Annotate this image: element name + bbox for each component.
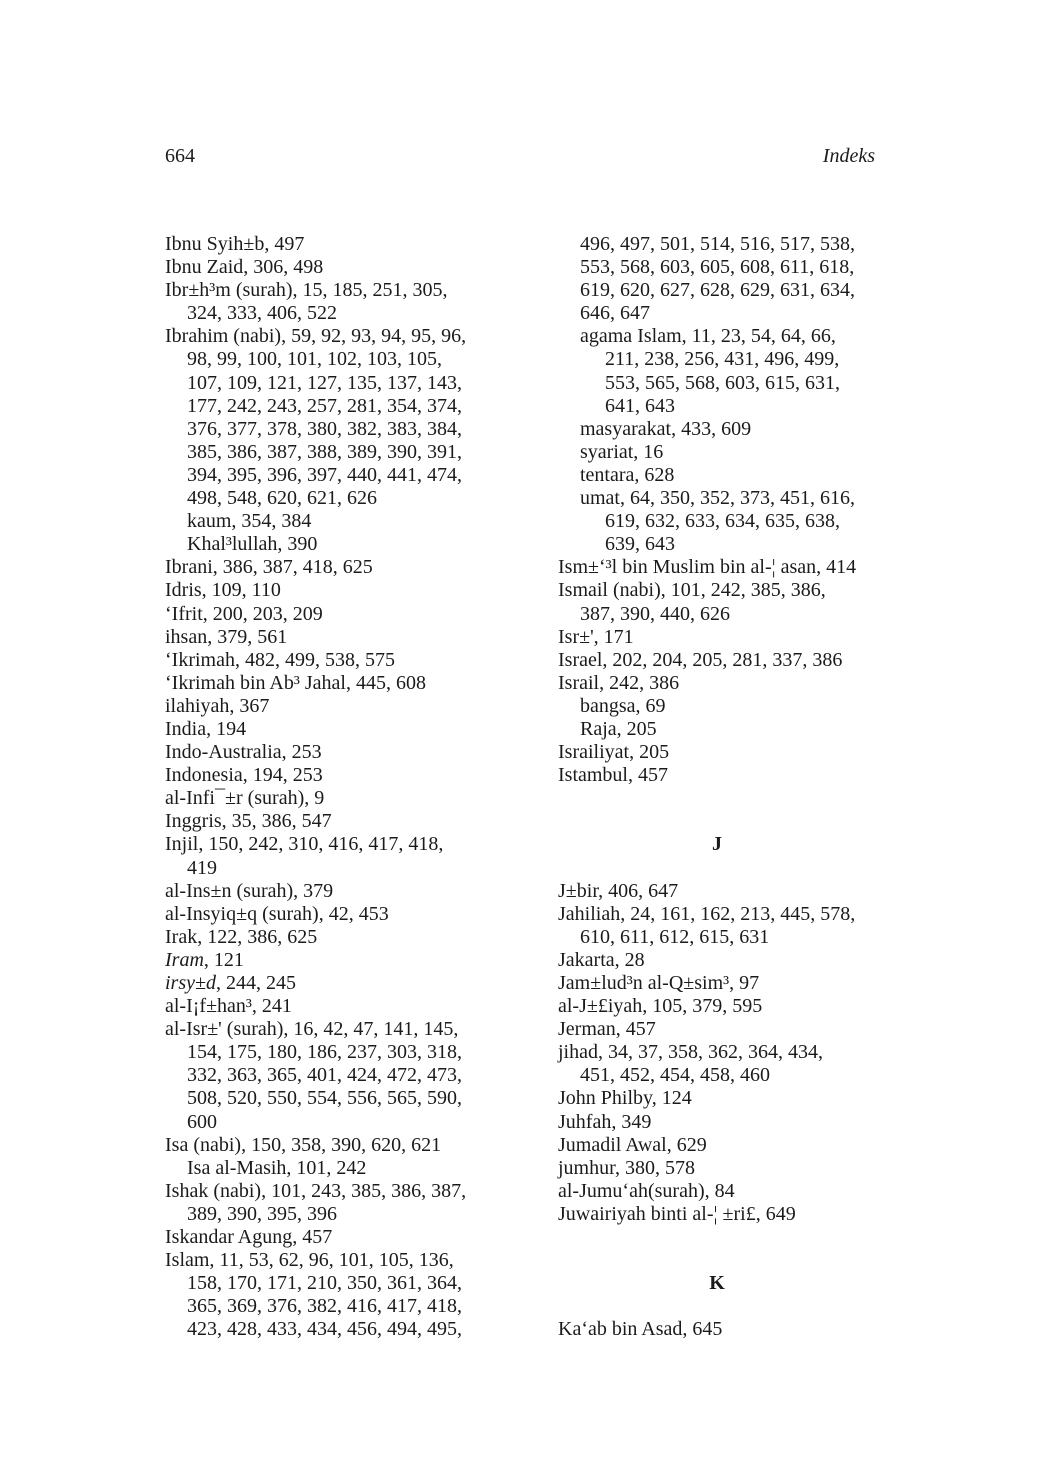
- index-entry-line: Ka‘ab bin Asad, 645: [558, 1318, 723, 1341]
- index-column-right: [558, 233, 876, 1342]
- index-continuation-line: 496, 497, 501, 514, 516, 517, 538,: [580, 233, 855, 255]
- index-subentry-line: umat, 64, 350, 352, 373, 451, 616,: [580, 487, 855, 510]
- index-entry-line: Indo-Australia, 253: [165, 741, 322, 764]
- index-continuation-line: 376, 377, 378, 380, 382, 383, 384,: [187, 417, 462, 440]
- index-subentry-line: masyarakat, 433, 609: [580, 417, 752, 440]
- index-continuation-line: 553, 565, 568, 603, 615, 631,: [605, 371, 840, 394]
- index-entry-line: al-I¡f±han³, 241: [165, 995, 292, 1018]
- index-continuation-line: 639, 643: [605, 533, 675, 556]
- index-continuation-line: 419: [187, 856, 217, 879]
- index-continuation-line: 619, 632, 633, 634, 635, 638,: [605, 510, 840, 533]
- index-entry-line: Israiliyat, 205: [558, 741, 670, 764]
- index-entry-line: Ismail (nabi), 101, 242, 385, 386,: [558, 579, 826, 602]
- index-continuation-line: 451, 452, 454, 458, 460: [580, 1064, 770, 1087]
- index-entry-line: [165, 972, 483, 995]
- index-entry-line: ‘Ikrimah bin Ab³ Jahal, 445, 608: [165, 671, 426, 694]
- index-entry-line: al-J±£iyah, 105, 379, 595: [558, 995, 763, 1018]
- index-entry-line: [165, 949, 483, 972]
- index-entry-line: jihad, 34, 37, 358, 362, 364, 434,: [558, 1041, 823, 1064]
- index-subentry-line: syariat, 16: [580, 440, 664, 463]
- index-entry-line: al-Ins±n (surah), 379: [165, 879, 334, 902]
- index-continuation-line: 332, 363, 365, 401, 424, 472, 473,: [187, 1064, 462, 1087]
- index-entry-line: Idris, 109, 110: [165, 579, 281, 602]
- index-entry-line: ‘Ikrimah, 482, 499, 538, 575: [165, 648, 395, 671]
- index-term-italic: irsy±d: [165, 972, 216, 994]
- index-continuation-line: 498, 548, 620, 621, 626: [187, 487, 377, 510]
- index-continuation-line: 600: [187, 1110, 217, 1133]
- index-entry-line: Isa (nabi), 150, 358, 390, 620, 621: [165, 1133, 442, 1156]
- index-entry-line: Juwairiyah binti al-¦ ±ri£, 649: [558, 1202, 796, 1225]
- spacer-line: [558, 857, 876, 880]
- index-entry-line: Ishak (nabi), 101, 243, 385, 386, 387,: [165, 1179, 467, 1202]
- index-subentry-line: Khal³lullah, 390: [187, 533, 318, 556]
- section-heading: K: [709, 1272, 725, 1295]
- section-heading: J: [712, 833, 722, 856]
- index-continuation-line: 641, 643: [605, 394, 675, 417]
- spacer-line: [558, 810, 876, 833]
- index-continuation-line: 423, 428, 433, 434, 456, 494, 495,: [187, 1318, 462, 1341]
- index-continuation-line: 389, 390, 395, 396: [187, 1202, 337, 1225]
- index-continuation-line: 324, 333, 406, 522: [187, 302, 337, 325]
- index-entry-line: Jumadil Awal, 629: [558, 1133, 707, 1156]
- spacer-line: [558, 1226, 876, 1249]
- index-entry-line: Ibr±h³m (surah), 15, 185, 251, 305,: [165, 279, 448, 302]
- index-continuation-line: 553, 568, 603, 605, 608, 611, 618,: [580, 256, 855, 279]
- index-entry-line: Ibnu Zaid, 306, 498: [165, 256, 324, 279]
- index-subentry-line: Raja, 205: [580, 717, 657, 740]
- index-term-text: , 121: [203, 948, 244, 971]
- index-term-italic: Iram: [165, 948, 204, 971]
- index-entry-line: Injil, 150, 242, 310, 416, 417, 418,: [165, 833, 444, 856]
- index-entry-line: Islam, 11, 53, 62, 96, 101, 105, 136,: [165, 1249, 454, 1272]
- index-entry-line: Jahiliah, 24, 161, 162, 213, 445, 578,: [558, 902, 856, 925]
- index-entry-line: Juhfah, 349: [558, 1110, 652, 1133]
- index-entry-line: Ibnu Syih±b, 497: [165, 233, 305, 255]
- index-continuation-line: 387, 390, 440, 626: [580, 602, 730, 625]
- index-column-left: [165, 233, 483, 1342]
- index-continuation-line: 158, 170, 171, 210, 350, 361, 364,: [187, 1272, 462, 1295]
- spacer-line: [558, 787, 876, 810]
- spacer-line: [558, 1249, 876, 1272]
- index-continuation-line: 365, 369, 376, 382, 416, 417, 418,: [187, 1295, 462, 1318]
- index-entry-line: India, 194: [165, 717, 247, 740]
- index-entry-line: Isr±', 171: [558, 625, 634, 648]
- index-entry-line: Inggris, 35, 386, 547: [165, 810, 332, 833]
- index-entry-line: Ibrani, 386, 387, 418, 625: [165, 556, 373, 579]
- index-entry-line: J±bir, 406, 647: [558, 879, 679, 902]
- index-entry-line: Indonesia, 194, 253: [165, 764, 323, 787]
- page-number: 664: [165, 145, 195, 167]
- index-entry-line: Jerman, 457: [558, 1018, 656, 1041]
- index-continuation-line: 98, 99, 100, 101, 102, 103, 105,: [187, 348, 442, 371]
- index-continuation-line: 107, 109, 121, 127, 135, 137, 143,: [187, 371, 462, 394]
- index-entry-line: Ism±‘³l bin Muslim bin al-¦ asan, 414: [558, 556, 857, 579]
- index-entry-line: ihsan, 379, 561: [165, 625, 288, 648]
- index-entry-line: al-Isr±' (surah), 16, 42, 47, 141, 145,: [165, 1018, 459, 1041]
- index-entry-line: al-Infi¯±r (surah), 9: [165, 787, 325, 810]
- index-continuation-line: 385, 386, 387, 388, 389, 390, 391,: [187, 440, 462, 463]
- index-subentry-line: Isa al-Masih, 101, 242: [187, 1156, 367, 1179]
- index-entry-line: ilahiyah, 367: [165, 694, 270, 717]
- index-entry-line: Irak, 122, 386, 625: [165, 925, 318, 948]
- index-continuation-line: 610, 611, 612, 615, 631: [580, 925, 770, 948]
- index-entry-line: ‘Ifrit, 200, 203, 209: [165, 602, 323, 625]
- index-entry-line: Iskandar Agung, 457: [165, 1226, 333, 1249]
- index-entry-line: Istambul, 457: [558, 764, 668, 787]
- index-continuation-line: 508, 520, 550, 554, 556, 565, 590,: [187, 1087, 462, 1110]
- index-continuation-line: 154, 175, 180, 186, 237, 303, 318,: [187, 1041, 462, 1064]
- index-entry-line: jumhur, 380, 578: [558, 1156, 695, 1179]
- index-entry-line: al-Insyiq±q (surah), 42, 453: [165, 902, 389, 925]
- index-entry-line: Ibrahim (nabi), 59, 92, 93, 94, 95, 96,: [165, 325, 467, 348]
- spacer-line: [558, 1295, 876, 1318]
- index-entry-line: Israel, 202, 204, 205, 281, 337, 386: [558, 648, 843, 671]
- index-continuation-line: 211, 238, 256, 431, 496, 499,: [605, 348, 840, 371]
- index-entry-line: Israil, 242, 386: [558, 671, 680, 694]
- index-subentry-line: tentara, 628: [580, 463, 675, 486]
- index-entry-line: al-Jumu‘ah(surah), 84: [558, 1179, 735, 1202]
- index-entry-line: Jam±lud³n al-Q±sim³, 97: [558, 972, 760, 994]
- index-continuation-line: 394, 395, 396, 397, 440, 441, 474,: [187, 463, 462, 486]
- index-subentry-line: bangsa, 69: [580, 694, 666, 717]
- index-subentry-line: agama Islam, 11, 23, 54, 64, 66,: [580, 325, 836, 348]
- index-entry-line: John Philby, 124: [558, 1087, 692, 1110]
- index-entry-line: Jakarta, 28: [558, 948, 645, 971]
- index-term-text: , 244, 245: [215, 972, 296, 994]
- index-subentry-line: kaum, 354, 384: [187, 510, 312, 533]
- index-continuation-line: 619, 620, 627, 628, 629, 631, 634,: [580, 279, 855, 302]
- running-head-title: Indeks: [822, 145, 875, 167]
- index-continuation-line: 177, 242, 243, 257, 281, 354, 374,: [187, 394, 462, 417]
- index-continuation-line: 646, 647: [580, 302, 650, 325]
